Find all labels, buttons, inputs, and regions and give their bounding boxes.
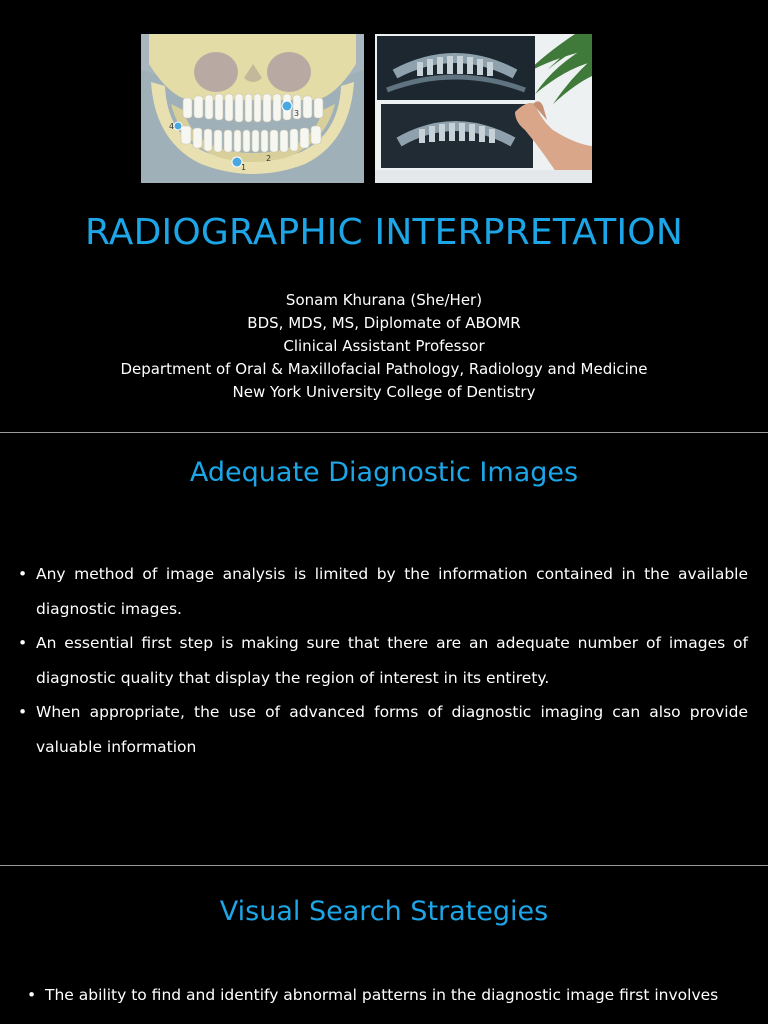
bullet-icon: • [18,565,28,583]
content-slide-visual-search [0,866,768,1024]
content-slide-adequate-images [0,433,768,865]
list-item [27,978,725,1013]
bullet-icon: • [18,703,28,721]
author-name: Sonam Khurana (She/Her) [285,291,483,309]
slide-title: Visual Search Strategies [219,896,549,927]
list-item [18,695,748,764]
bullet-text: An essential first step is making sure that there are an adequate number of images of diagnostic quality that display the region of interest in its entirety. [36,634,748,687]
slide-title: Adequate Diagnostic Images [189,457,579,488]
author-credentials: BDS, MDS, MS, Diplomate of ABOMR [247,314,521,332]
marker-number: 4 [169,122,175,131]
marker-number: 1 [241,163,247,172]
author-info [0,289,768,404]
marker-dot [174,122,182,130]
bullet-list [27,978,725,1013]
bullet-text: When appropriate, the use of advanced forms of diagnostic imaging can also provide valuable information [36,703,748,756]
bullet-icon: • [27,986,37,1004]
marker-number: 3 [294,109,300,118]
author-department: Department of Oral & Maxillofacial Pathology, Radiology and Medicine [120,360,648,378]
list-item [18,557,748,626]
presentation-title: RADIOGRAPHIC INTERPRETATION [85,212,683,253]
author-position: Clinical Assistant Professor [283,337,485,355]
list-item [18,626,748,695]
bullet-text: The ability to find and identify abnormal patterns in the diagnostic image first involves [45,986,719,1004]
bullet-icon: • [18,634,28,652]
xray-photo [375,34,592,183]
panoramic-xray-image [375,34,592,183]
title-slide [0,0,768,432]
bullet-text: Any method of image analysis is limited by the information contained in the available diagnostic images. [36,565,748,618]
marker-number: 2 [266,154,272,163]
marker-dot [282,101,292,111]
author-institution: New York University College of Dentistry [232,383,536,401]
bullet-list [18,557,748,764]
jaw-illustration [141,34,364,183]
jaw-illustration-image [141,34,364,183]
